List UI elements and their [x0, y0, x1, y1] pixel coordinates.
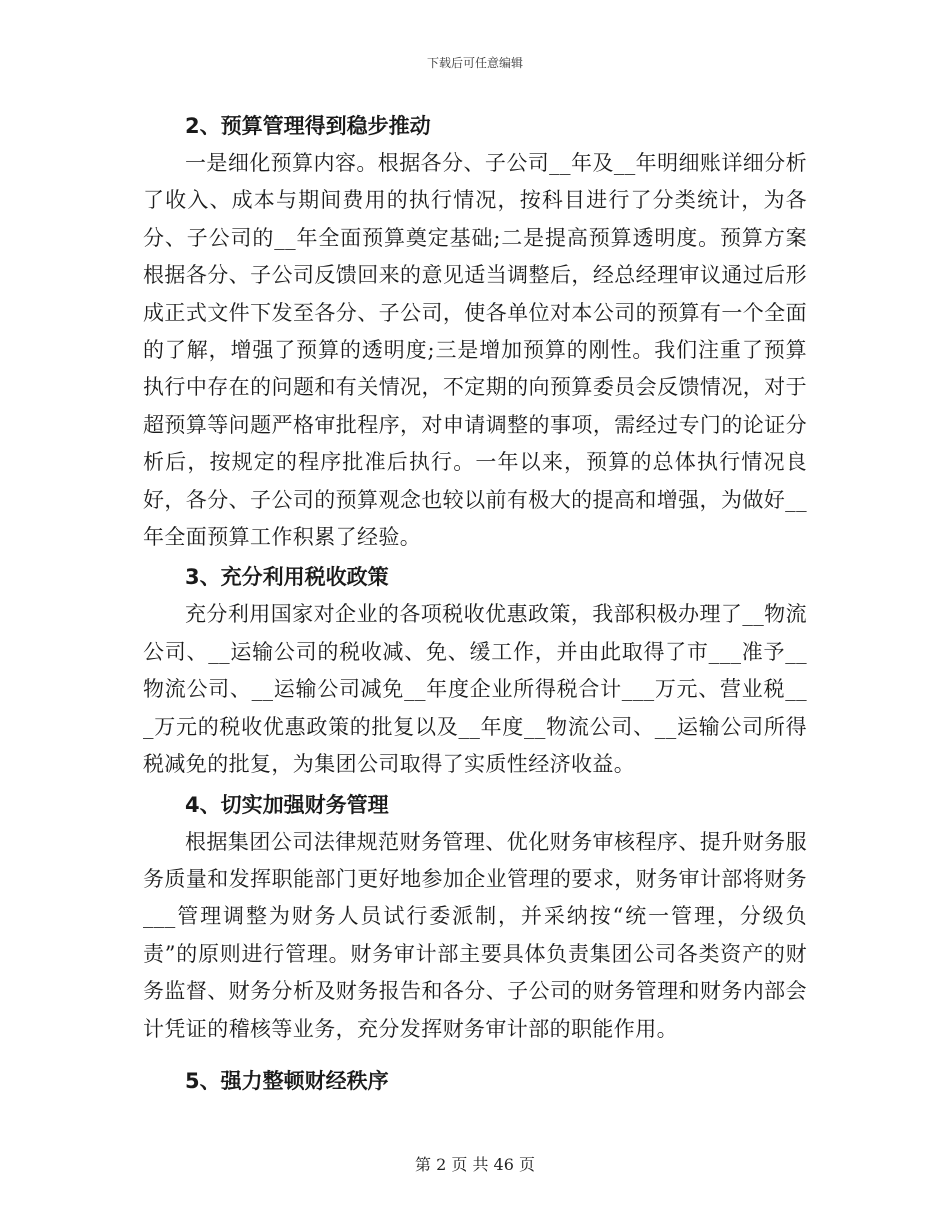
section-paragraph-4: 根据集团公司法律规范财务管理、优化财务审核程序、提升财务服务质量和发挥职能部门更好地参加企业管理的要求，财务审计部将财务___管理调整为财务人员试行委派制，并采纳按“统一管理，分级负责”的原则进行管理。财务审计部主要具体负责集团公司各类资产的财务监督、财务分析及财务报告和各分、子公司的财务管理和财务内部会计凭证的稽核等业务，充分发挥财务审计部的职能作用。 [143, 829, 807, 1041]
section-heading-3: 3、充分利用税收政策 [185, 565, 389, 590]
section-heading-2: 2、预算管理得到稳步推动 [185, 114, 431, 138]
document-body [143, 107, 807, 1100]
page-header-note: 下载后可任意编辑 [426, 56, 523, 70]
section-heading-4: 4、切实加强财务管理 [185, 792, 389, 817]
page-footer: 第 2 页 共 46 页 [415, 1155, 535, 1174]
section-heading-5: 5、强力整顿财经秩序 [185, 1068, 389, 1093]
section-paragraph-2: 一是细化预算内容。根据各分、子公司__年及__年明细账详细分析了收入、成本与期间费用的执行情况，按科目进行了分类统计，为各分、子公司的__年全面预算奠定基础;二是提高预算透明度。预算方案根据各分、子公司反馈回来的意见适当调整后，经总经理审议通过后形成正式文件下发至各分、子公司，使各单位对本公司的预算有一个全面的了解，增强了预算的透明度;三是增加预算的刚性。我们注重了预算执行中存在的问题和有关情况，不定期的向预算委员会反馈情况，对于超预算等问题严格审批程序，对申请调整的事项，需经过专门的论证分析后，按规定的程序批准后执行。一年以来，预算的总体执行情况良好，各分、子公司的预算观念也较以前有极大的提高和增强，为做好__年全面预算工作积累了经验。 [143, 151, 807, 550]
section-paragraph-3: 充分利用国家对企业的各项税收优惠政策，我部积极办理了__物流公司、__运输公司的税收减、免、缓工作，并由此取得了市___准予__物流公司、__运输公司减免__年度企业所得税合计___万元、营业税___万元的税收优惠政策的批复以及__年度__物流公司、__运输公司所得税减免的批复，为集团公司取得了实质性经济收益。 [143, 602, 807, 777]
